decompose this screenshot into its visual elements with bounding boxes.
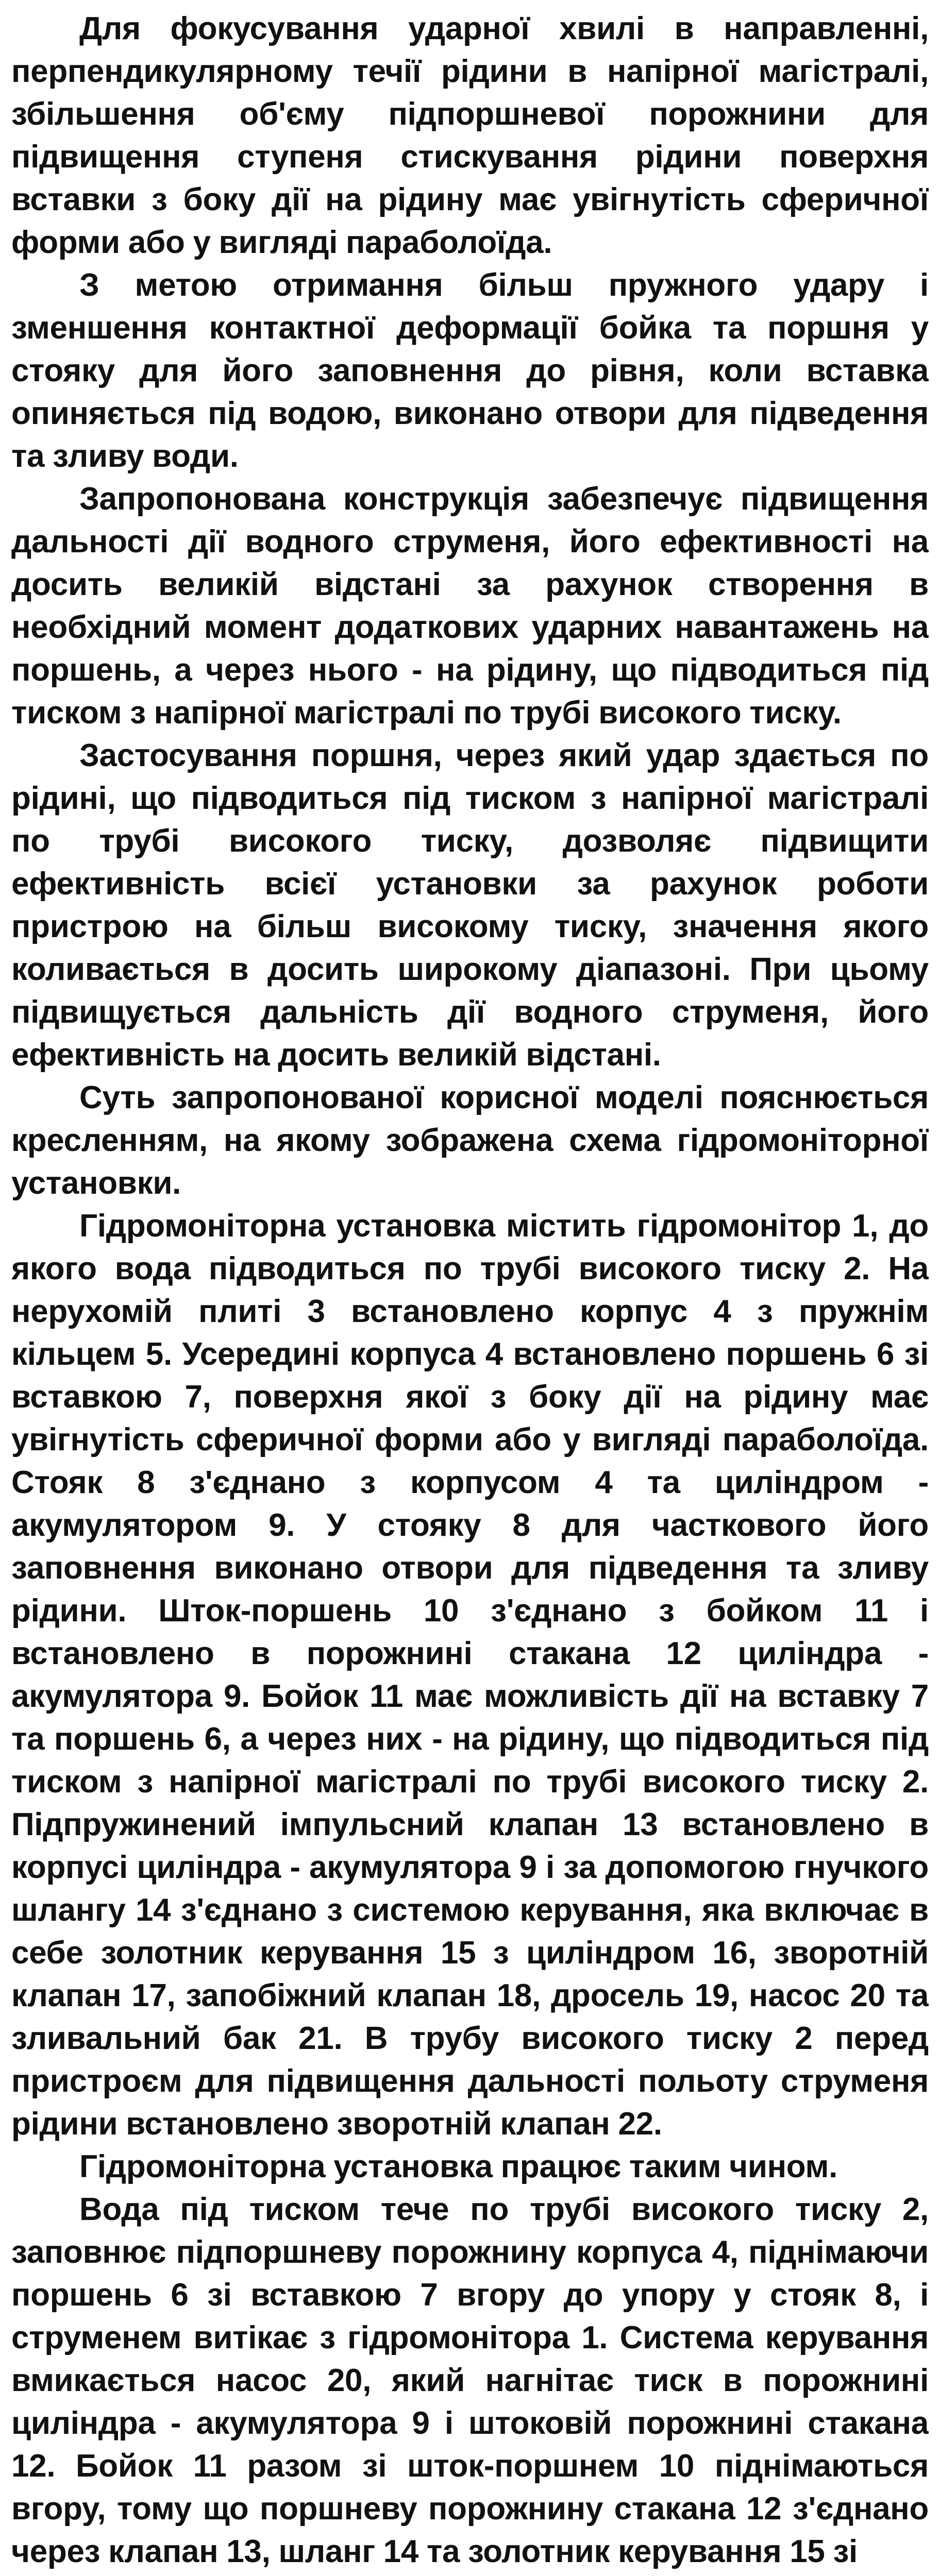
paragraph-design-advantage: Запропонована конструкція забезпечує підвищення дальності дії водного струменя, його ефективності на досить великій відстані за рахунок створення в необхідний момент додаткових ударних навантажень на поршень, а через нього - на рідину, що підводиться під тиском з напірної магістралі по трубі високого тиску.	[11, 481, 929, 731]
paragraph-operation-description: Вода під тиском тече по трубі високого тиску 2, заповнює підпоршневу порожнину корпуса 4, піднімаючи поршень 6 зі вставкою 7 вгору до упору у стояк 8, і струменем витікає з гідромонітора 1. Система керування вмикається насос 20, який нагнітає тиск в порожнині циліндра - акумулятора 9 і штоковій порожнині стакана 12. Бойок 11 разом зі шток-поршнем 10 піднімаються вгору, тому що поршневу порожнину стакана 12 з'єднано через клапан 13, шланг 14 та золотник керування 15 зі	[11, 2192, 929, 2569]
paragraph-installation-components: Гідромоніторна установка містить гідромонітор 1, до якого вода підводиться по трубі високого тиску 2. На нерухомій плиті 3 встановлено корпус 4 з пружнім кільцем 5. Усередині корпуса 4 встановлено поршень 6 зі вставкою 7, поверхня якої з боку дії на рідину має увігнутість сферичної форми або у вигляді параболоїда. Стояк 8 з'єднано з корпусом 4 та циліндром - акумулятором 9. У стояку 8 для часткового його заповнення виконано отвори для підведення та зливу рідини. Шток-поршень 10 з'єднано з бойком 11 і встановлено в порожнині стакана 12 циліндра - акумулятора 9. Бойок 11 має можливість дії на вставку 7 та поршень 6, а через них - на рідину, що підводиться під тиском з напірної магістралі по трубі високого тиску 2. Підпружинений імпульсний клапан 13 встановлено в корпусі циліндра - акумулятора 9 і за допомогою гнучкого шлангу 14 з'єднано з системою керування, яка включає в себе золотник керування 15 з циліндром 16, зворотній клапан 17, запобіжний клапан 18, дросель 19, насос 20 та зливальний бак 21. В трубу високого тиску 2 перед пристроєм для підвищення дальності польоту струменя рідини встановлено зворотній клапан 22.	[11, 1208, 929, 2142]
paragraph-focusing-insert: Для фокусування ударної хвилі в направленні, перпендикулярному течії рідини в напірної магістралі, збільшення об'єму підпоршневої порожнини для підвищення ступеня стискування рідини поверхня вставки з боку дії на рідину має увігнутість сферичної форми або у вигляді параболоїда.	[11, 11, 929, 260]
document-page	[11, 7, 929, 2576]
paragraph-piston-application: Застосування поршня, через який удар здається по рідині, що підводиться під тиском з напірної магістралі по трубі високого тиску, дозволяє підвищити ефективність всієї установки за рахунок роботи пристрою на більш високому тиску, значення якого коливається в досить широкому діапазоні. При цьому підвищується дальність дії водного струменя, його ефективність на досить великій відстані.	[11, 738, 929, 1073]
paragraph-riser-openings: З метою отримання більш пружного удару і зменшення контактної деформації бойка та поршня у стояку для його заповнення до рівня, коли вставка опиняється під водою, виконано отвори для підведення та зливу води.	[11, 267, 929, 474]
paragraph-drawing-reference: Суть запропонованої корисної моделі пояснюється кресленням, на якому зображена схема гідромоніторної установки.	[11, 1080, 929, 1201]
paragraph-operation-intro: Гідромоніторна установка працює таким чином.	[79, 2149, 838, 2184]
